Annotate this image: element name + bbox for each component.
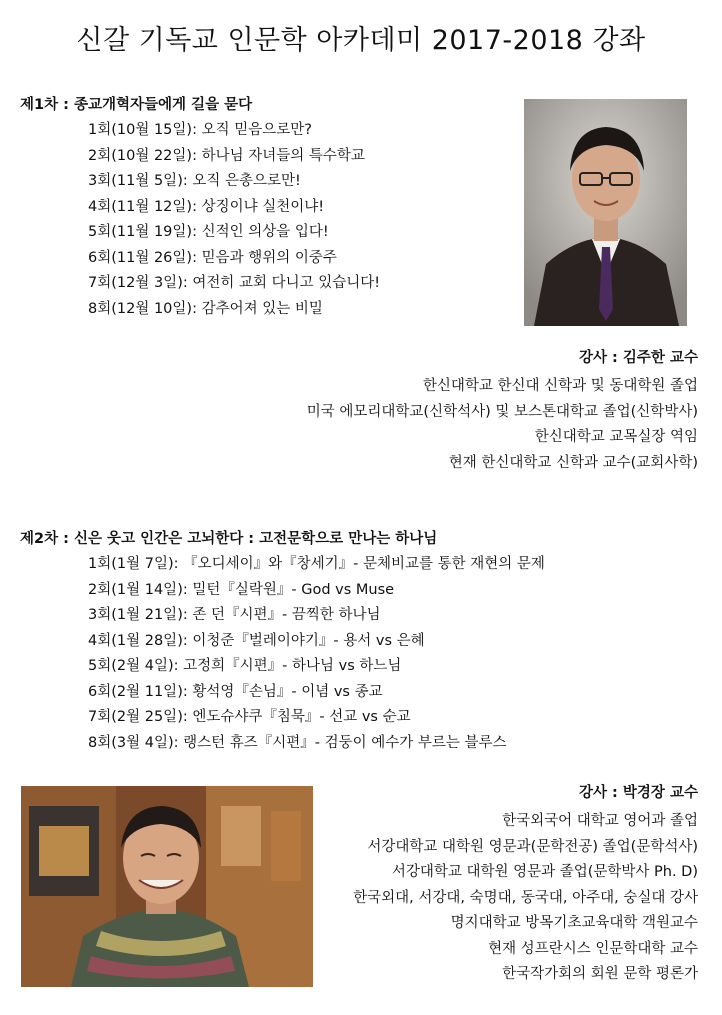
session-item: 8회(3월 4일): 랭스턴 휴즈『시편』- 검둥이 예수가 부르는 블루스 [88, 734, 507, 751]
session-item: 7회(2월 25일): 엔도슈샤쿠『침묵』- 선교 vs 순교 [88, 709, 411, 725]
session-item: 2회(1월 14일): 밀턴『실락원』- God vs Muse [88, 581, 395, 598]
lecturer1-photo [524, 99, 687, 326]
lecturer2-photo [21, 786, 313, 987]
session-item: 4회(11월 12일): 상징이냐 실천이냐! [88, 198, 325, 215]
lecturer2-credential: 서강대학교 대학원 영문과(문학전공) 졸업(문학석사) [367, 838, 698, 855]
session-item: 6회(2월 11일): 황석영『손님』- 이념 vs 종교 [88, 683, 383, 700]
session-item: 8회(12월 10일): 감추어져 있는 비밀 [88, 300, 323, 317]
lecturer2-info [353, 781, 698, 988]
lecturer2-credential: 현재 성프란시스 인문학대학 교수 [488, 940, 698, 957]
lecturer2-credential: 한국작가회의 회원 문학 평론가 [502, 966, 698, 982]
lecturer1-info [307, 346, 698, 476]
session-item: 3회(11월 5일): 오직 은총으로만! [88, 173, 301, 189]
session-item: 1회(1월 7일): 『오디세이』와『창세기』- 문체비교를 통한 재현의 문제 [88, 556, 545, 572]
section1-session-list [88, 118, 380, 322]
section1-heading: 제1차 : 종교개혁자들에게 길을 묻다 [20, 97, 253, 113]
lecturer1-credential: 한신대학교 한신대 신학과 및 동대학원 졸업 [422, 378, 698, 394]
section2-heading: 제2차 : 신은 웃고 인간은 고뇌한다 : 고전문학으로 만나는 하나님 [20, 531, 438, 547]
session-item: 6회(11월 26일): 믿음과 행위의 이중주 [88, 249, 337, 266]
lecturer2-name: 강사 : 박경장 교수 [579, 785, 698, 801]
lecturer1-name: 강사 : 김주한 교수 [579, 350, 698, 366]
section2-session-list [88, 552, 545, 756]
session-item: 5회(11월 19일): 신적인 의상을 입다! [88, 224, 329, 240]
session-item: 1회(10월 15일): 오직 믿음으로만? [88, 122, 312, 138]
lecturer1-credential: 현재 한신대학교 신학과 교수(교회사학) [448, 454, 698, 471]
page-title: 신갈 기독교 인문학 아카데미 2017-2018 강좌 [76, 25, 646, 56]
lecturer1-credential: 미국 에모리대학교(신학석사) 및 보스톤대학교 졸업(신학박사) [306, 403, 698, 420]
session-item: 7회(12월 3일): 여전히 교회 다니고 있습니다! [88, 275, 381, 291]
session-item: 4회(1월 28일): 이청준『벌레이야기』- 용서 vs 은혜 [88, 632, 425, 649]
session-item: 3회(1월 21일): 존 던『시편』- 끔찍한 하나님 [88, 607, 381, 623]
session-item: 2회(10월 22일): 하나님 자녀들의 특수학교 [88, 147, 365, 164]
lecturer2-credential: 서강대학교 대학원 영문과 졸업(문학박사 Ph. D) [391, 864, 698, 880]
lecturer1-credential: 한신대학교 교목실장 역임 [534, 429, 698, 445]
lecturer2-credential: 한국외국어 대학교 영어과 졸업 [502, 813, 698, 829]
session-item: 5회(2월 4일): 고정희『시편』- 하나님 vs 하느님 [88, 658, 402, 674]
lecturer2-credential: 명지대학교 방목기초교육대학 객원교수 [450, 915, 698, 931]
lecturer2-credential: 한국외대, 서강대, 숙명대, 동국대, 아주대, 숭실대 강사 [353, 889, 698, 906]
